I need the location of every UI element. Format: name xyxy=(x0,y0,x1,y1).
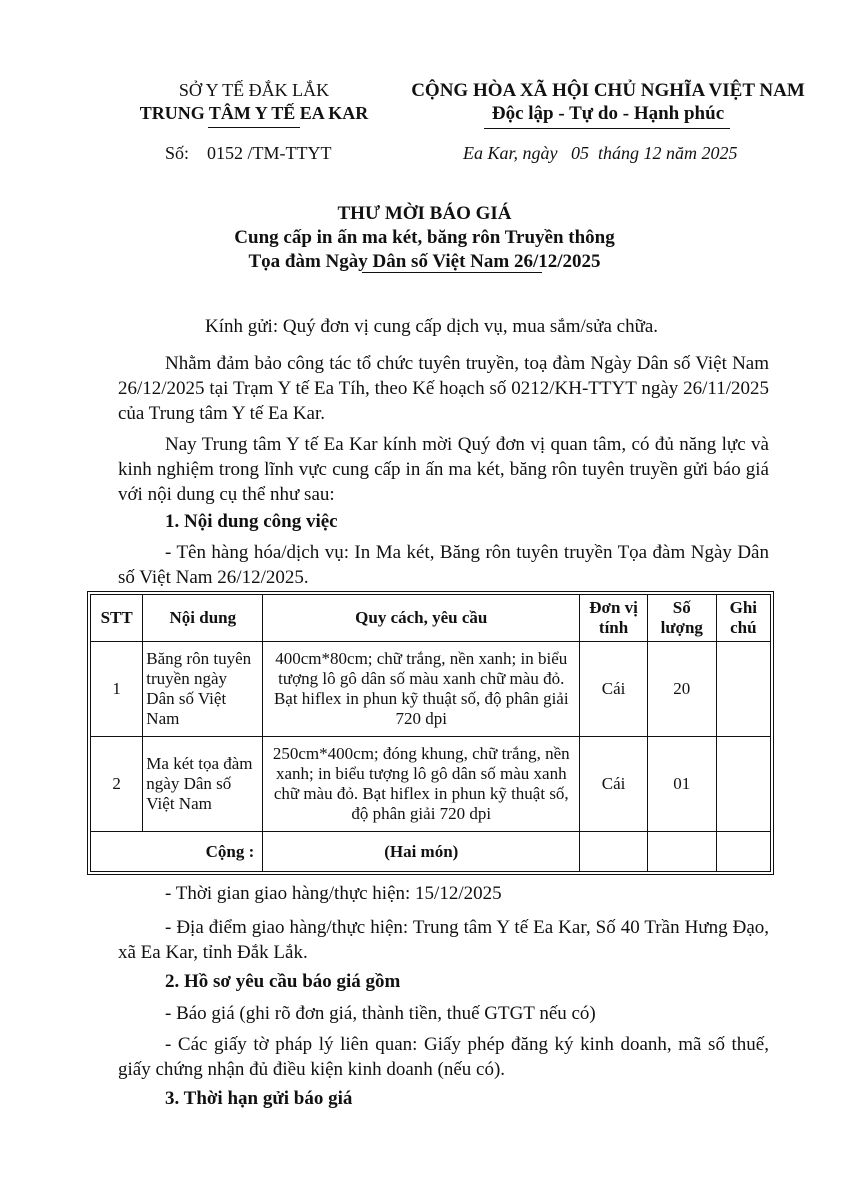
org-name-underline xyxy=(208,127,300,128)
doc-number-label: Số: xyxy=(165,143,190,163)
document-subtitle-1: Cung cấp in ấn ma két, băng rôn Truyền thông xyxy=(234,227,615,248)
table-total-row xyxy=(91,832,771,872)
paragraph-invitation-text: Nay Trung tâm Y tế Ea Kar kính mời Quý đơn vị quan tâm, có đủ năng lực và kinh nghiệm trong lĩnh vực cung cấp in ấn ma két, băng rôn tuyên truyền gửi báo giá với nội dung cụ thể như sau: xyxy=(118,434,769,505)
header-note: Ghi chú xyxy=(716,595,770,642)
delivery-place-text: - Địa điểm giao hàng/thực hiện: Trung tâm Y tế Ea Kar, Số 40 Trần Hưng Đạo, xã Ea Kar, tỉnh Đắk Lắk. xyxy=(118,917,769,963)
row-stt: 1 xyxy=(91,642,143,737)
section-1-item-text: - Tên hàng hóa/dịch vụ: In Ma két, Băng rôn tuyên truyền Tọa đàm Ngày Dân số Việt Nam 26/12/2025. xyxy=(118,542,769,588)
total-qty-empty xyxy=(647,832,716,872)
section-1-item xyxy=(118,540,769,590)
header-content: Nội dung xyxy=(143,595,263,642)
row-note xyxy=(716,737,770,832)
place-date: Ea Kar, ngày 05 tháng 12 năm 2025 xyxy=(463,143,738,163)
row-spec: 400cm*80cm; chữ trắng, nền xanh; in biểu tượng lô gô dân số màu xanh chữ màu đỏ. Bạt hiflex in phun kỹ thuật số, độ phân giải 720 dpi xyxy=(263,642,580,737)
row-qty: 01 xyxy=(647,737,716,832)
table-row xyxy=(91,642,771,737)
doc-number-value: 0152 /TM-TTYT xyxy=(207,143,332,163)
items-table xyxy=(90,594,771,872)
org-parent: SỞ Y TẾ ĐẮK LẮK xyxy=(178,80,330,100)
table-row xyxy=(91,737,771,832)
row-qty: 20 xyxy=(647,642,716,737)
total-note-empty xyxy=(716,832,770,872)
row-content: Băng rôn tuyên truyền ngày Dân số Việt Nam xyxy=(143,642,263,737)
section-2-item-1: - Báo giá (ghi rõ đơn giá, thành tiền, thuế GTGT nếu có) xyxy=(165,1003,596,1024)
document-title: THƯ MỜI BÁO GIÁ xyxy=(337,203,512,224)
row-spec: 250cm*400cm; đóng khung, chữ trắng, nền xanh; in biểu tượng lô gô dân số màu xanh chữ màu đỏ. Bạt hiflex in phun kỹ thuật số, độ phân giải 720 dpi xyxy=(263,737,580,832)
total-value: (Hai món) xyxy=(263,832,580,872)
title-underline xyxy=(362,272,542,273)
header-unit: Đơn vị tính xyxy=(580,595,648,642)
row-unit: Cái xyxy=(580,737,648,832)
section-1-heading: 1. Nội dung công việc xyxy=(165,511,338,532)
nation-title: CỘNG HÒA XÃ HỘI CHỦ NGHĨA VIỆT NAM xyxy=(411,80,805,101)
section-2-item-2 xyxy=(118,1032,769,1082)
header-spec: Quy cách, yêu cầu xyxy=(263,595,580,642)
total-unit-empty xyxy=(580,832,648,872)
delivery-place xyxy=(118,915,769,965)
row-unit: Cái xyxy=(580,642,648,737)
header-stt: STT xyxy=(91,595,143,642)
org-name: TRUNG TÂM Y TẾ EA KAR xyxy=(139,103,369,123)
motto: Độc lập - Tự do - Hạnh phúc xyxy=(491,103,725,124)
section-3-heading: 3. Thời hạn gửi báo giá xyxy=(165,1088,353,1109)
section-2-item-2-text: - Các giấy tờ pháp lý liên quan: Giấy phép đăng ký kinh doanh, mã số thuế, giấy chứng nhận đủ điều kiện kinh doanh (nếu có). xyxy=(118,1034,769,1080)
row-stt: 2 xyxy=(91,737,143,832)
salutation: Kính gửi: Quý đơn vị cung cấp dịch vụ, mua sắm/sửa chữa. xyxy=(205,316,659,337)
total-label: Cộng : xyxy=(91,832,263,872)
table-header-row xyxy=(91,595,771,642)
section-2-heading: 2. Hồ sơ yêu cầu báo giá gồm xyxy=(165,971,401,992)
delivery-time: - Thời gian giao hàng/thực hiện: 15/12/2025 xyxy=(165,883,502,904)
paragraph-invitation xyxy=(118,432,769,507)
paragraph-purpose xyxy=(118,351,769,426)
row-content: Ma két tọa đàm ngày Dân số Việt Nam xyxy=(143,737,263,832)
header-qty: Số lượng xyxy=(647,595,716,642)
paragraph-purpose-text: Nhằm đảm bảo công tác tổ chức tuyên truyền, toạ đàm Ngày Dân số Việt Nam 26/12/2025 tại Trạm Y tế Ea Tíh, theo Kế hoạch số 0212/KH-TTYT ngày 26/11/2025 của Trung tâm Y tế Ea Kar. xyxy=(118,353,769,424)
row-note xyxy=(716,642,770,737)
document-subtitle-2: Tọa đàm Ngày Dân số Việt Nam 26/12/2025 xyxy=(248,251,601,272)
doc-number xyxy=(165,143,332,164)
motto-underline xyxy=(484,128,730,129)
